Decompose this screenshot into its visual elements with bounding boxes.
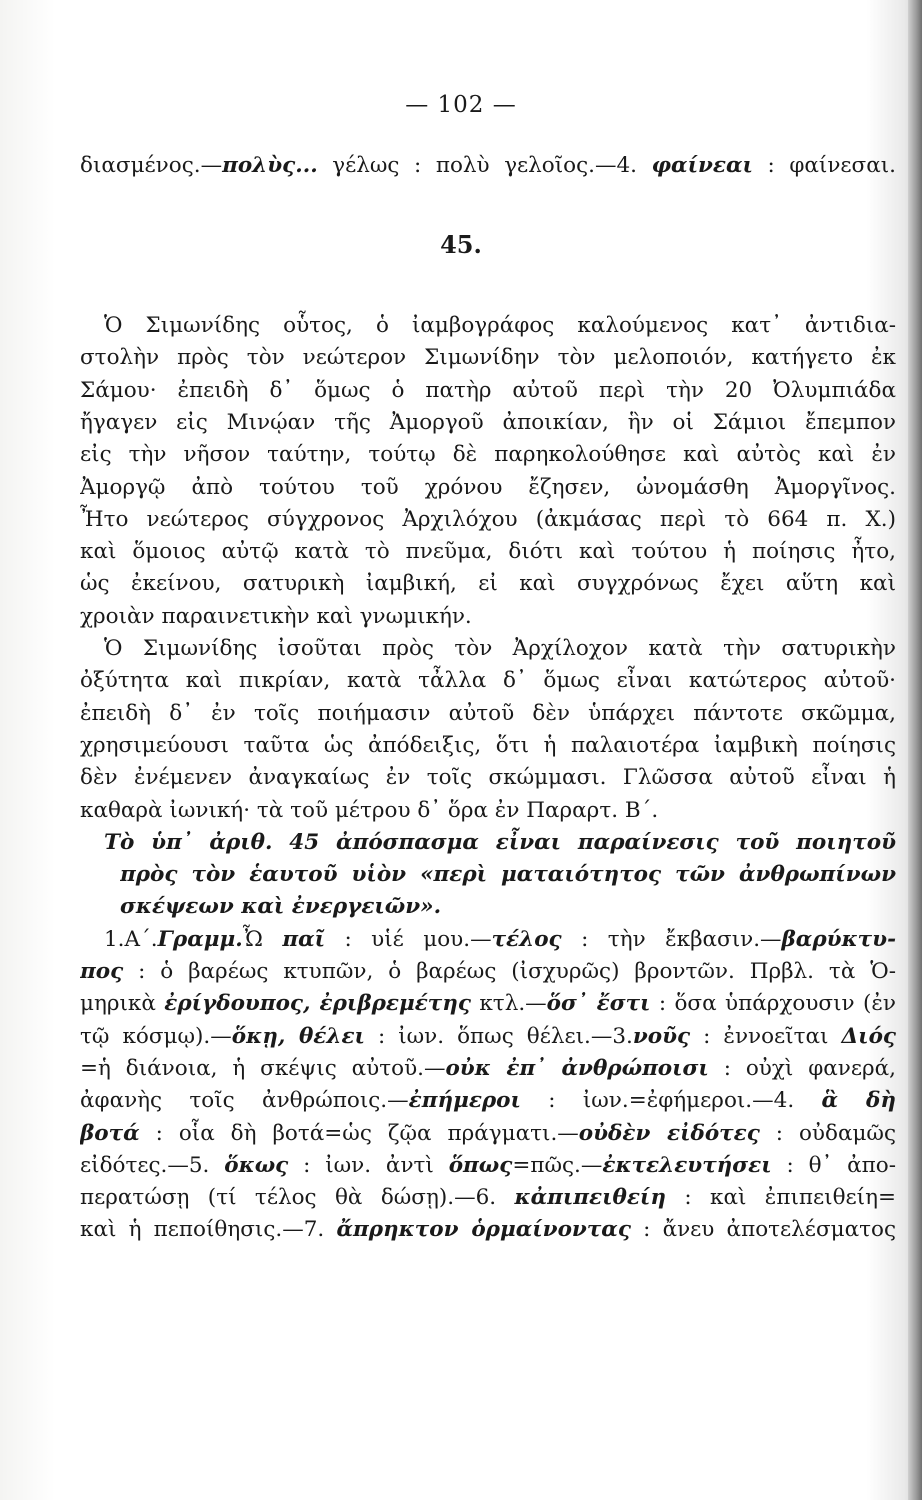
text-line	[80, 342, 896, 374]
emphasized-term: παῖ	[282, 926, 326, 952]
emphasized-term: πος	[80, 959, 124, 984]
text-segment: : οὐδαμῶς	[759, 1120, 896, 1146]
text-segment: εἰδότες.—5.	[80, 1152, 225, 1178]
text-segment: : καὶ ἐπιπειθείη=	[665, 1185, 896, 1211]
emphasized-term: οὐκ ἐπ᾿ ἀνθρώποισι	[445, 1055, 709, 1081]
text-line	[80, 665, 896, 697]
text-segment: =ἡ διάνοια, ἡ σκέψις αὐτοῦ.—	[80, 1055, 446, 1081]
text-segment: : ὁ βαρέως κτυπῶν, ὁ βαρέως (ἰσχυρῶς) βροντῶν. Πρβλ. τὰ Ὁ-	[123, 959, 896, 984]
emphasized-term: οὐδὲν εἰδότες	[578, 1120, 760, 1146]
emphasized-term: πολὺς...	[222, 153, 318, 178]
text-line	[80, 795, 896, 827]
text-line	[80, 1214, 896, 1246]
emphasized-term: ἐκτελευτήσει	[602, 1152, 772, 1178]
section-heading: 45.	[440, 230, 482, 259]
text-segment: : ἐννοεῖται	[690, 1023, 842, 1049]
text-line	[80, 407, 896, 439]
text-line	[80, 1150, 896, 1182]
emphasized-term: ἐρίγδουπος, ἐριβρεμέτης	[164, 991, 471, 1017]
text-segment: : ἰων. ἀντὶ	[288, 1152, 449, 1178]
text-segment: στολὴν πρὸς τὸν νεώτερον Σιμωνίδην τὸν μελοποιόν, κατήγετο ἐκ	[80, 345, 896, 371]
emphasized-term: ὅσ᾿ ἔστι	[546, 991, 651, 1017]
page-number: — 102 —	[405, 92, 517, 118]
text-segment: Ὁ Σιμωνίδης ἰσοῦται πρὸς τὸν Ἀρχίλοχον κατὰ τὴν σατυρικὴν	[104, 636, 896, 661]
text-line	[80, 1021, 896, 1053]
text-segment: : ἰων.=ἐφήμεροι.—4.	[520, 1088, 822, 1114]
text-segment: : φαίνεσαι.	[752, 153, 896, 178]
text-segment: κτλ.—	[470, 991, 547, 1017]
text-segment: : υἱέ μου.—	[325, 926, 492, 952]
emphasized-term: νοῦς	[632, 1023, 691, 1049]
text-segment: : οὐχὶ φανερά,	[708, 1055, 896, 1081]
text-segment: Ὁ Σιμωνίδης οὗτος, ὁ ἰαμβογράφος καλούμενος κατ᾿ ἀντιδια-	[104, 313, 896, 338]
text-line	[104, 827, 896, 859]
text-line	[80, 472, 896, 504]
text-line	[80, 698, 896, 730]
text-line	[80, 504, 896, 536]
text-segment: χροιὰν παραινετικὴν καὶ γνωμικήν.	[80, 603, 472, 629]
text-segment: Ἦτο νεώτερος σύγχρονος Ἀρχιλόχου (ἀκμάσας περὶ τὸ 664 π. Χ.)	[80, 506, 896, 532]
text-segment: ἤγαγεν εἰς Μινῴαν τῆς Ἀμοργοῦ ἀποικίαν, ἣν οἱ Σάμιοι ἔπεμπον	[80, 409, 896, 435]
text-line	[80, 730, 896, 762]
text-segment: τῷ κόσμῳ).—	[80, 1023, 232, 1049]
text-segment: ὡς ἐκείνου, σατυρικὴ ἰαμβική, εἰ καὶ συγχρόνως ἔχει αὕτη καὶ	[80, 571, 896, 597]
emphasized-term: κἀπιπειθείη	[514, 1185, 666, 1211]
text-segment: δὲν ἐνέμενεν ἀναγκαίως ἐν τοῖς σκώμμασι. Γλῶσσα αὐτοῦ εἶναι ἡ	[80, 765, 896, 791]
emphasized-term: Διός	[841, 1023, 896, 1049]
text-segment: περατώσῃ (τί τέλος θὰ δώσῃ).—6.	[80, 1185, 515, 1211]
page-edge-shadow	[908, 0, 922, 1500]
emphasized-term: σκέψεων καὶ ἐνεργειῶν».	[120, 894, 442, 920]
text-segment: καὶ ἡ πεποίθησις.—7.	[80, 1217, 337, 1243]
text-segment: Ὦ	[242, 926, 283, 952]
text-line	[80, 375, 896, 407]
text-segment: Ἀμοργῷ ἀπὸ τούτου τοῦ χρόνου ἔζησεν, ὠνομάσθη Ἀμοργῖνος.	[80, 474, 896, 500]
text-segment: =πῶς.—	[512, 1152, 603, 1178]
text-segment: εἰς τὴν νῆσον ταύτην, τούτῳ δὲ παρηκολούθησε καὶ αὐτὸς καὶ ἐν	[80, 442, 896, 468]
text-segment: καθαρὰ ἰωνική· τὰ τοῦ μέτρου δ᾿ ὅρα ἐν Παραρτ. Β΄.	[80, 797, 659, 823]
text-line	[104, 633, 896, 665]
text-segment: Σάμου· ἐπειδὴ δ᾿ ὅμως ὁ πατὴρ αὐτοῦ περὶ τὴν 20 Ὀλυμπιάδα	[80, 377, 896, 403]
text-segment: ἐπειδὴ δ᾿ ἐν τοῖς ποιήμασιν αὐτοῦ δὲν ὑπάρχει πάντοτε σκῶμμα,	[80, 700, 896, 726]
emphasized-term: ἃ δὴ	[821, 1088, 896, 1114]
text-segment: : ὅσα ὑπάρχουσιν (ἐν	[650, 991, 896, 1017]
text-segment: ἀφανὴς τοῖς ἀνθρώποις.—	[80, 1088, 409, 1114]
text-line	[104, 924, 896, 956]
text-line	[80, 1118, 896, 1150]
text-line	[80, 439, 896, 471]
emphasized-term: ὅκως	[224, 1152, 289, 1178]
text-line	[80, 601, 896, 633]
text-line	[80, 988, 896, 1020]
emphasized-term: πρὸς τὸν ἑαυτοῦ υἱὸν «περὶ ματαιότητος τῶν ἀνθρωπίνων	[120, 862, 896, 888]
text-line	[104, 310, 896, 342]
text-line	[120, 891, 896, 923]
emphasized-term: Τὸ ὑπ᾿ ἀριθ. 45 ἀπόσπασμα εἶναι παραίνεσις τοῦ ποιητοῦ	[104, 829, 896, 855]
text-segment: καὶ ὅμοιος αὐτῷ κατὰ τὸ πνεῦμα, διότι καὶ τούτου ἡ ποίησις ἦτο,	[80, 539, 896, 565]
emphasized-term: τέλος	[491, 926, 562, 952]
emphasized-term: ἐπήμεροι	[408, 1088, 521, 1114]
emphasized-term: Γραμμ.	[157, 926, 243, 952]
emphasized-term: ὅπως	[448, 1152, 513, 1178]
emphasized-term: ἄπρηκτον ὁρμαίνοντας	[336, 1217, 631, 1243]
text-segment: ὀξύτητα καὶ πικρίαν, κατὰ τἆλλα δ᾿ ὅμως εἶναι κατώτερος αὐτοῦ·	[80, 668, 896, 694]
text-segment: : θ᾿ ἀπο-	[771, 1152, 896, 1178]
text-line	[120, 859, 896, 891]
emphasized-term: βοτά	[80, 1120, 140, 1146]
text-segment: : ἄνευ ἀποτελέσματος	[630, 1217, 896, 1243]
text-line	[80, 762, 896, 794]
text-segment: διασμένος.—	[80, 153, 223, 178]
text-line	[80, 1085, 896, 1117]
top-text-line	[80, 150, 896, 182]
text-segment: : τὴν ἔκβασιν.—	[561, 926, 782, 952]
text-line	[80, 536, 896, 568]
emphasized-term: φαίνεαι	[651, 153, 753, 178]
text-segment: 1.Α΄.	[104, 926, 158, 952]
text-segment: χρησιμεύουσι ταῦτα ὡς ἀπόδειξις, ὅτι ἡ παλαιοτέρα ἰαμβικὴ ποίησις	[80, 732, 896, 758]
emphasized-term: βαρύκτυ-	[781, 926, 896, 952]
text-line	[80, 568, 896, 600]
text-line	[80, 956, 896, 988]
text-segment: μηρικὰ	[80, 991, 165, 1017]
text-segment: γέλως : πολὺ γελοῖος.—4.	[317, 153, 652, 178]
text-segment: : οἷα δὴ βοτά=ὡς ζῷα πράγματι.—	[139, 1120, 579, 1146]
text-line	[80, 1182, 896, 1214]
emphasized-term: ὅκῃ, θέλει	[231, 1023, 365, 1049]
text-segment: : ἰων. ὅπως θέλει.—3.	[364, 1023, 633, 1049]
text-line	[80, 1053, 896, 1085]
